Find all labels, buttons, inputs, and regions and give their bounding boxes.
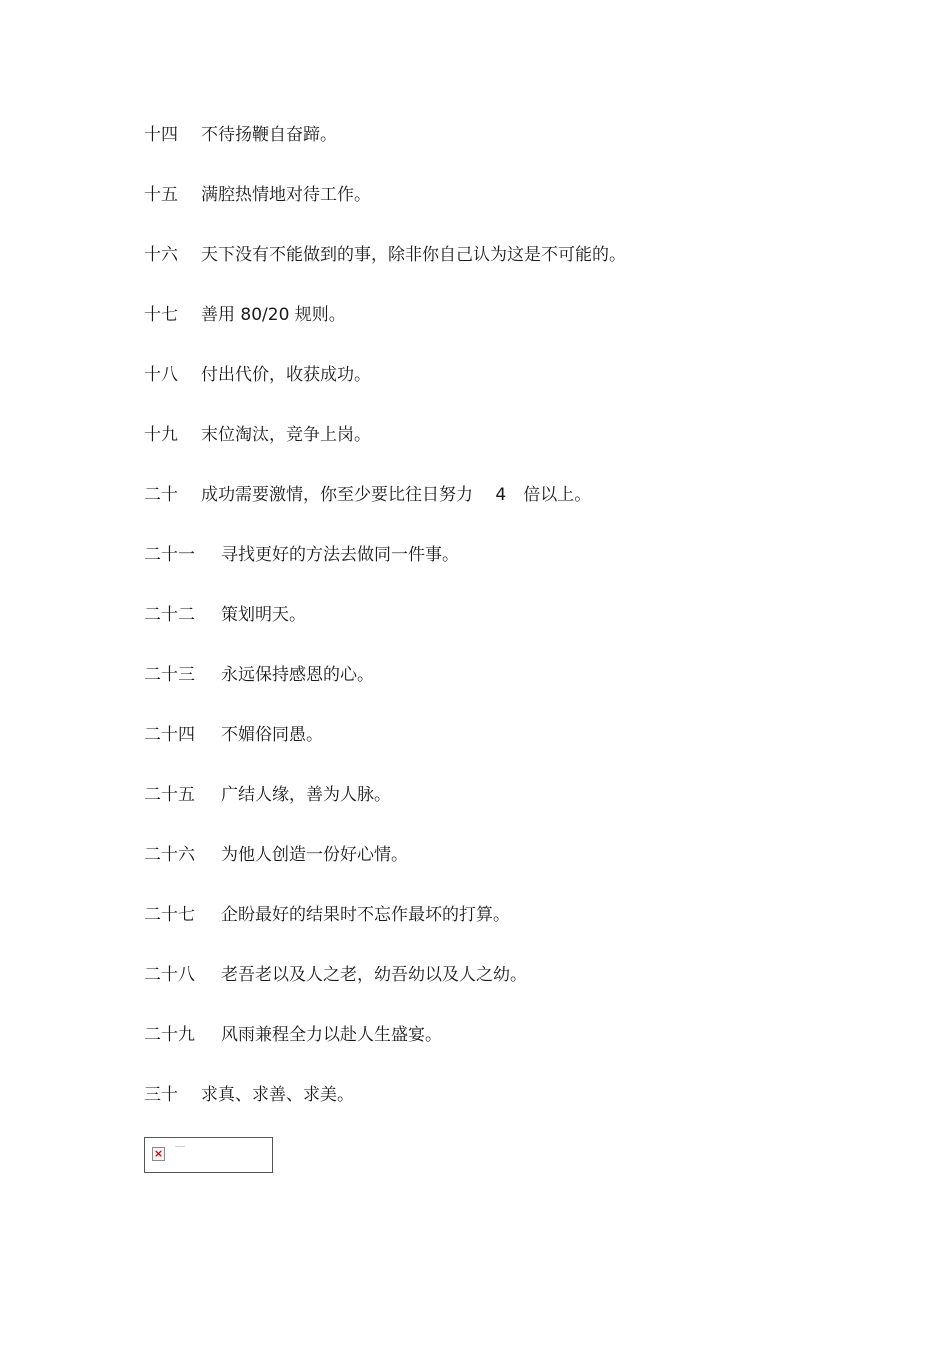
item-text: 付出代价，收获成功。 xyxy=(201,365,371,385)
list-item xyxy=(144,122,626,182)
item-number: 十八 xyxy=(144,365,178,385)
item-number: 二十七 xyxy=(144,905,195,925)
list-item xyxy=(144,542,626,602)
item-text: 求真、求善、求美。 xyxy=(201,1085,354,1105)
item-number: 二十四 xyxy=(144,725,195,745)
item-text: 广结人缘，善为人脉。 xyxy=(221,785,391,805)
broken-image-icon: × xyxy=(153,1147,164,1160)
item-text: 满腔热情地对待工作。 xyxy=(201,185,371,205)
item-number: 二十六 xyxy=(144,845,195,865)
item-number: 十四 xyxy=(144,125,178,145)
item-number: 二十三 xyxy=(144,665,195,685)
item-text: 寻找更好的方法去做同一件事。 xyxy=(221,545,459,565)
item-number: 二十九 xyxy=(144,1025,195,1045)
list-item xyxy=(144,662,626,722)
list-item xyxy=(144,422,626,482)
list-item xyxy=(144,962,626,1022)
item-text: 不待扬鞭自奋蹄。 xyxy=(201,125,337,145)
item-text: 末位淘汰，竞争上岗。 xyxy=(201,425,371,445)
broken-image-placeholder xyxy=(144,1137,273,1173)
item-text: 永远保持感恩的心。 xyxy=(221,665,374,685)
item-text: 成功需要激情，你至少要比往日努力 4 倍以上。 xyxy=(201,485,592,505)
list-item xyxy=(144,842,626,902)
item-text: 善用 80/20 规则。 xyxy=(201,305,346,325)
list-item xyxy=(144,242,626,302)
item-number: 二十五 xyxy=(144,785,195,805)
item-number: 十七 xyxy=(144,305,178,325)
list-item xyxy=(144,1082,626,1142)
list-item xyxy=(144,602,626,662)
item-number: 三十 xyxy=(144,1085,178,1105)
list-item xyxy=(144,302,626,362)
list-item xyxy=(144,722,626,782)
list-item xyxy=(144,902,626,962)
list-item xyxy=(144,482,626,542)
list-item xyxy=(144,782,626,842)
item-number: 二十二 xyxy=(144,605,195,625)
item-number: 二十八 xyxy=(144,965,195,985)
item-text: 老吾老以及人之老，幼吾幼以及人之幼。 xyxy=(221,965,527,985)
list-item xyxy=(144,182,626,242)
item-number: 二十 xyxy=(144,485,178,505)
item-text: 策划明天。 xyxy=(221,605,306,625)
item-text: 不媚俗同愚。 xyxy=(221,725,323,745)
item-number: 十九 xyxy=(144,425,178,445)
broken-image-label: —— xyxy=(175,1144,185,1150)
list-item xyxy=(144,362,626,422)
item-number: 十六 xyxy=(144,245,178,265)
item-text: 为他人创造一份好心情。 xyxy=(221,845,408,865)
item-text: 风雨兼程全力以赴人生盛宴。 xyxy=(221,1025,442,1045)
principles-list xyxy=(144,122,626,1142)
item-number: 十五 xyxy=(144,185,178,205)
item-number: 二十一 xyxy=(144,545,195,565)
item-text: 天下没有不能做到的事，除非你自己认为这是不可能的。 xyxy=(201,245,626,265)
list-item xyxy=(144,1022,626,1082)
item-text: 企盼最好的结果时不忘作最坏的打算。 xyxy=(221,905,510,925)
